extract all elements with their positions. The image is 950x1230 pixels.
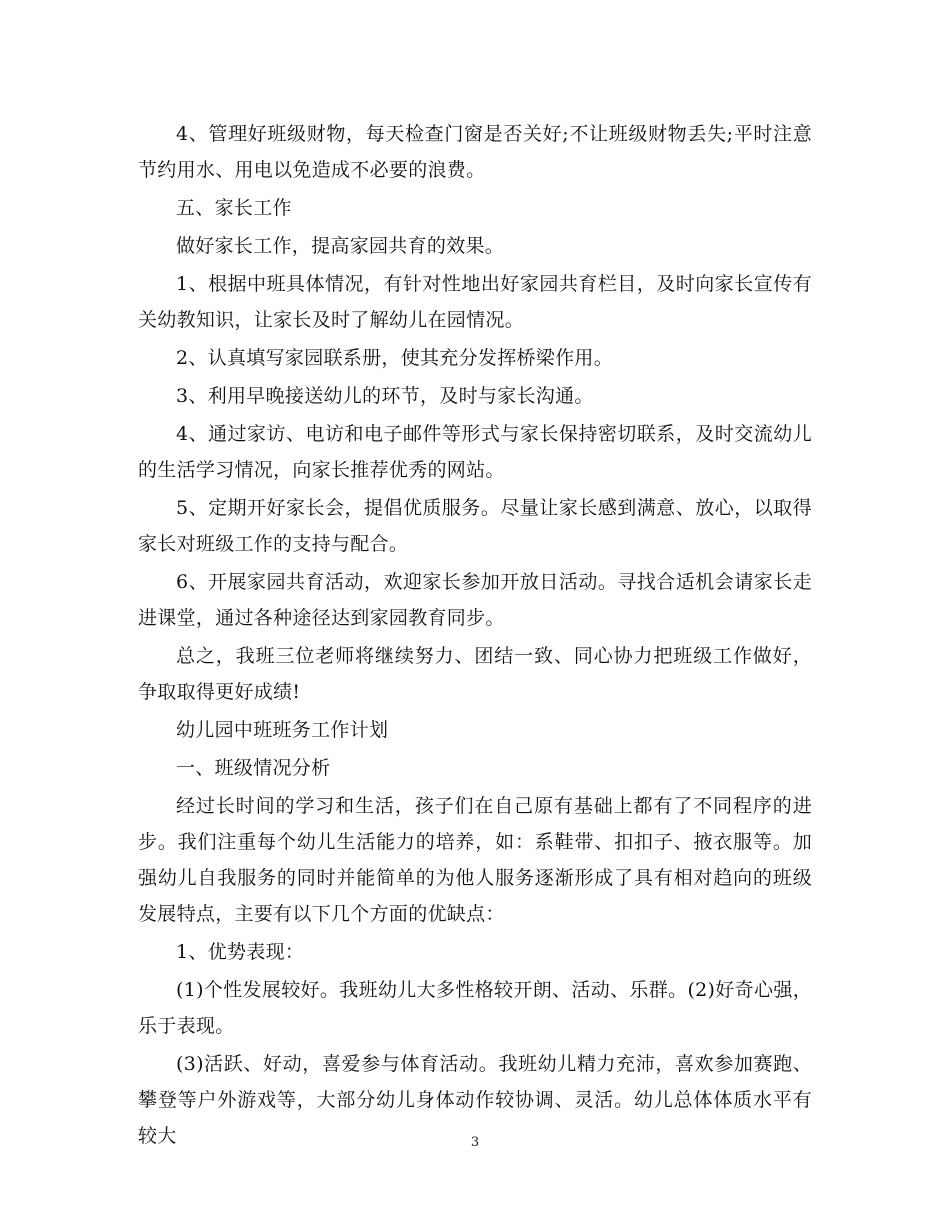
paragraph-parent-item-2: 2、认真填写家园联系册，使其充分发挥桥梁作用。	[176, 347, 613, 369]
paragraph-class-analysis: 经过长时间的学习和生活，孩子们在自己原有基础上都有了不同程序的进步。我们注重每个幼儿生活能力的培养，如：系鞋带、扣扣子、掖衣服等。加强幼儿自我服务的同时并能简单的为他人服务逐渐形成了具有相对趋向的班级发展特点，主要有以下几个方面的优缺点：	[138, 795, 812, 925]
document-body	[138, 116, 812, 1156]
paragraph-parent-item-1: 1、根据中班具体情况，有针对性地出好家园共育栏目，及时向家长宣传有关幼教知识，让家长及时了解幼儿在园情况。	[138, 273, 812, 331]
paragraph-parent-work-intro: 做好家长工作，提高家园共育的效果。	[176, 235, 505, 257]
paragraph-parent-item-3: 3、利用早晚接送幼儿的环节，及时与家长沟通。	[176, 385, 594, 407]
paragraph-parent-item-5: 5、定期开好家长会，提倡优质服务。尽量让家长感到满意、放心，以取得家长对班级工作的支持与配合。	[138, 497, 812, 555]
paragraph-conclusion: 总之，我班三位老师将继续努力、团结一致、同心协力把班级工作做好，争取取得更好成绩!	[138, 645, 812, 703]
page-number: 3	[470, 1135, 480, 1150]
paragraph-parent-item-6: 6、开展家园共育活动，欢迎家长参加开放日活动。寻找合适机会请家长走进课堂，通过各种途径达到家园教育同步。	[138, 571, 812, 629]
heading-advantages: 1、优势表现：	[176, 941, 305, 963]
paragraph-advantage-1-2: (1)个性发展较好。我班幼儿大多性格较开朗、活动、乐群。(2)好奇心强，乐于表现。	[138, 979, 812, 1037]
paragraph-manage-property: 4、管理好班级财物，每天检查门窗是否关好;不让班级财物丢失;平时注意节约用水、用电以免造成不必要的浪费。	[138, 123, 812, 181]
heading-parent-work: 五、家长工作	[176, 197, 292, 219]
section-title-class-plan: 幼儿园中班班务工作计划	[176, 719, 389, 741]
paragraph-parent-item-4: 4、通过家访、电访和电子邮件等形式与家长保持密切联系，及时交流幼儿的生活学习情况，向家长推荐优秀的网站。	[138, 423, 812, 481]
heading-class-analysis: 一、班级情况分析	[176, 757, 331, 779]
paragraph-advantage-3: (3)活跃、好动，喜爱参与体育活动。我班幼儿精力充沛，喜欢参加赛跑、攀登等户外游戏等，大部分幼儿身体动作较协调、灵活。幼儿总体体质水平有较大	[138, 1053, 812, 1147]
